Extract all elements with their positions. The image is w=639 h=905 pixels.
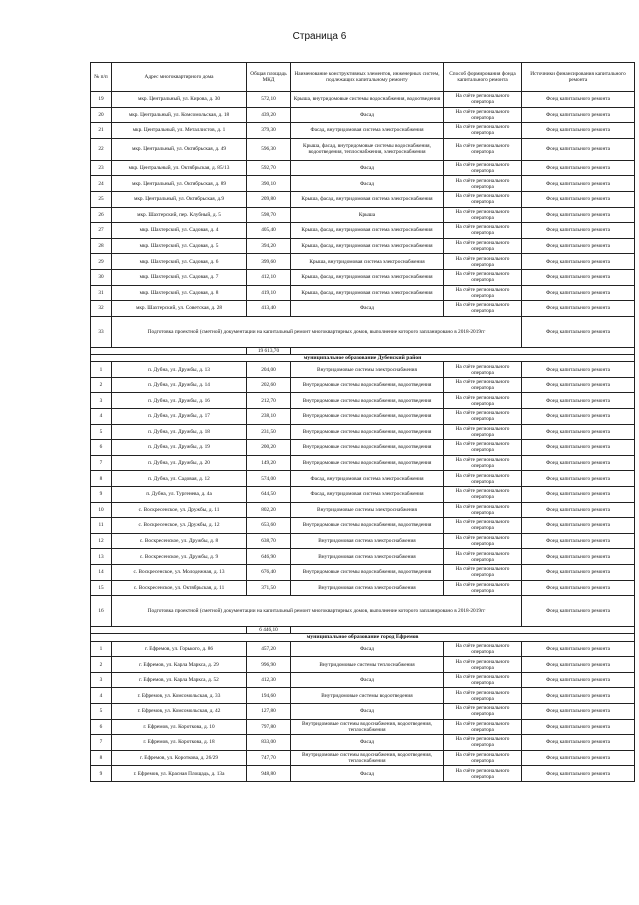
row-address: п. Дубна, ул. Дружбы, д. 20 [112, 455, 247, 471]
row-source: Фонд капитального ремонта [522, 138, 635, 160]
col-header-area: Общая площадь МКД [247, 63, 291, 92]
row-elements: Крыша, фасад, внутридомовая система электроснабжения [291, 238, 444, 254]
row-elements: Фасад [291, 301, 444, 317]
table-row [91, 123, 635, 139]
row-area: 202,60 [247, 377, 291, 393]
row-source: Фонд капитального ремонта [522, 486, 635, 502]
total-row [91, 627, 635, 634]
row-area: 212,70 [247, 393, 291, 409]
row-source: Фонд капитального ремонта [522, 223, 635, 239]
row-address: с. Воскресенское, ул. Дружбы, д. 11 [112, 502, 247, 518]
table-row [91, 238, 635, 254]
row-source: Фонд капитального ремонта [522, 688, 635, 704]
row-address: мкр. Шахтерский, ул. Садовая, д. 4 [112, 223, 247, 239]
row-area: 399,60 [247, 254, 291, 270]
row-method: На счёте регионального оператора [444, 160, 522, 176]
row-address: мкр. Шахтерский, ул. Садовая, д. 5 [112, 238, 247, 254]
design-docs-text: Подготовка проектной (сметной) документации на капитальный ремонт многоквартирных домов, выполнение которого запланировано в 2018-2019гг [112, 596, 522, 627]
row-source: Фонд капитального ремонта [522, 533, 635, 549]
row-method: На счёте регионального оператора [444, 688, 522, 704]
table-row [91, 191, 635, 207]
row-elements: Крыша, внутридомовая система электроснабжения [291, 254, 444, 270]
total-blank [91, 347, 247, 354]
row-elements: Фасад [291, 176, 444, 192]
row-area: 833,00 [247, 735, 291, 751]
row-method: На счёте регионального оператора [444, 580, 522, 596]
row-address: мкр. Шахтерский, ул. Садовая, д. 7 [112, 269, 247, 285]
row-number: 2 [91, 377, 112, 393]
row-area: 797,80 [247, 719, 291, 735]
row-elements: Внутридомовые системы водоснабжения, водоотведения, теплоснабжения [291, 750, 444, 766]
table-row [91, 160, 635, 176]
row-number: 8 [91, 750, 112, 766]
table-row [91, 223, 635, 239]
row-elements: Внутридомовые системы водоотведения [291, 688, 444, 704]
row-source: Фонд капитального ремонта [522, 471, 635, 487]
row-elements: Внутридомовая система электроснабжения [291, 533, 444, 549]
row-method: На счёте регионального оператора [444, 533, 522, 549]
repair-program-table [90, 62, 635, 782]
total-row [91, 347, 635, 354]
row-method: На счёте регионального оператора [444, 92, 522, 108]
row-address: с. Воскресенское, ул. Дружбы, д. 12 [112, 518, 247, 534]
row-method: На счёте регионального оператора [444, 471, 522, 487]
row-number: 7 [91, 735, 112, 751]
row-elements: Крыша, фасад, внутридомовая система электроснабжения [291, 269, 444, 285]
row-area: 194,60 [247, 688, 291, 704]
table-row [91, 176, 635, 192]
row-address: п. Дубна, ул. Дружбы, д. 16 [112, 393, 247, 409]
row-address: мкр. Центральный, ул. Металлистов, д. 1 [112, 123, 247, 139]
row-area: 419,10 [247, 285, 291, 301]
row-method: На счёте регионального оператора [444, 285, 522, 301]
row-area: 379,30 [247, 123, 291, 139]
row-elements: Внутридомовые системы электроснабжения [291, 502, 444, 518]
table-row [91, 362, 635, 378]
row-address: г. Ефремов, ул. Комсомольская, д. 33 [112, 688, 247, 704]
total-blank [91, 627, 247, 634]
row-area: 598,70 [247, 207, 291, 223]
row-source: Фонд капитального ремонта [522, 719, 635, 735]
row-elements: Фасад [291, 704, 444, 720]
row-area: 413,40 [247, 301, 291, 317]
row-address: г. Ефремов, ул. Карла Маркса, д. 29 [112, 657, 247, 673]
design-docs-row [91, 316, 635, 347]
row-method: На счёте регионального оператора [444, 254, 522, 270]
col-header-elements: Наименование конструктивных элементов, инженерных систем, подлежащих капитальному ремонту [291, 63, 444, 92]
row-elements: Крыша, фасад, внутридомовые системы водоснабжения, водоотведения, теплоснабжения, электроснабжения [291, 138, 444, 160]
row-elements: Внутридомовые системы водоснабжения, водоотведения, теплоснабжения [291, 719, 444, 735]
row-area: 412,30 [247, 672, 291, 688]
row-number: 13 [91, 549, 112, 565]
row-number: 2 [91, 657, 112, 673]
table-row [91, 440, 635, 456]
row-method: На счёте регионального оператора [444, 223, 522, 239]
row-area: 127,80 [247, 704, 291, 720]
row-number: 4 [91, 688, 112, 704]
row-number: 5 [91, 704, 112, 720]
row-area: 238,10 [247, 409, 291, 425]
row-area: 209,80 [247, 191, 291, 207]
row-number: 14 [91, 564, 112, 580]
row-source: Фонд капитального ремонта [522, 285, 635, 301]
row-address: г. Ефремов, ул. Короткова, д. 26/29 [112, 750, 247, 766]
table-header-row [91, 63, 635, 92]
row-address: мкр. Шахтерский, ул. Садовая, д. 8 [112, 285, 247, 301]
row-elements: Внутридомовые системы водоснабжения, водоотведения [291, 564, 444, 580]
row-elements: Фасад [291, 641, 444, 657]
row-source: Фонд капитального ремонта [522, 238, 635, 254]
row-number: 32 [91, 301, 112, 317]
row-elements: Внутридомовые системы водоснабжения, водоотведения [291, 518, 444, 534]
row-source: Фонд капитального ремонта [522, 502, 635, 518]
row-address: мкр. Центральный, ул. Кирова, д. 30 [112, 92, 247, 108]
table-row [91, 549, 635, 565]
row-method: На счёте регионального оператора [444, 138, 522, 160]
row-elements: Внутридомовая система электроснабжения [291, 580, 444, 596]
row-number: 10 [91, 502, 112, 518]
row-method: На счёте регионального оператора [444, 123, 522, 139]
table-row [91, 533, 635, 549]
row-number: 15 [91, 580, 112, 596]
row-method: На счёте регионального оператора [444, 238, 522, 254]
row-method: На счёте регионального оператора [444, 518, 522, 534]
table-row [91, 766, 635, 782]
row-address: мкр. Центральный, ул. Октябрьская, д. 85/13 [112, 160, 247, 176]
row-number: 3 [91, 393, 112, 409]
row-source: Фонд капитального ремонта [522, 92, 635, 108]
table-row [91, 657, 635, 673]
row-method: На счёте регионального оператора [444, 393, 522, 409]
row-address: г. Ефремов, ул. Карла Маркса, д. 52 [112, 672, 247, 688]
row-method: На счёте регионального оператора [444, 362, 522, 378]
row-source: Фонд капитального ремонта [522, 657, 635, 673]
row-area: 644,50 [247, 486, 291, 502]
row-number: 11 [91, 518, 112, 534]
row-number: 6 [91, 440, 112, 456]
row-source: Фонд капитального ремонта [522, 735, 635, 751]
row-source: Фонд капитального ремонта [522, 316, 635, 347]
table-row [91, 269, 635, 285]
row-method: На счёте регионального оператора [444, 502, 522, 518]
row-number: 12 [91, 533, 112, 549]
row-area: 996,90 [247, 657, 291, 673]
row-elements: Фасад [291, 160, 444, 176]
section-title: муниципальное образование Дубенский район [91, 354, 635, 362]
table-row [91, 409, 635, 425]
row-number: 7 [91, 455, 112, 471]
table-row [91, 704, 635, 720]
row-area: 596,30 [247, 138, 291, 160]
row-address: с. Воскресенское, ул. Октябрьская, д. 11 [112, 580, 247, 596]
table-row [91, 92, 635, 108]
row-number: 30 [91, 269, 112, 285]
row-elements: Внутридомовые системы водоснабжения, водоотведения [291, 409, 444, 425]
row-method: На счёте регионального оператора [444, 641, 522, 657]
row-source: Фонд капитального ремонта [522, 377, 635, 393]
table-row [91, 285, 635, 301]
row-address: п. Дубна, ул. Садовая, д. 12 [112, 471, 247, 487]
row-source: Фонд капитального ремонта [522, 564, 635, 580]
total-area: 19 613,70 [247, 347, 291, 354]
row-number: 19 [91, 92, 112, 108]
row-elements: Внутридомовые системы водоснабжения, водоотведения [291, 440, 444, 456]
row-source: Фонд капитального ремонта [522, 596, 635, 627]
row-area: 371,50 [247, 580, 291, 596]
row-area: 457,20 [247, 641, 291, 657]
row-number: 27 [91, 223, 112, 239]
design-docs-row [91, 596, 635, 627]
row-area: 439,20 [247, 107, 291, 123]
table-row [91, 672, 635, 688]
col-header-source: Источники финансирования капитального ремонта [522, 63, 635, 92]
row-number: 20 [91, 107, 112, 123]
row-address: с. Воскресенское, ул. Дружбы, д. 8 [112, 533, 247, 549]
row-address: мкр. Шахтерский, ул. Советская, д. 28 [112, 301, 247, 317]
row-source: Фонд капитального ремонта [522, 704, 635, 720]
row-number: 1 [91, 362, 112, 378]
table-row [91, 641, 635, 657]
row-method: На счёте регионального оператора [444, 750, 522, 766]
row-method: На счёте регионального оператора [444, 191, 522, 207]
row-number: 25 [91, 191, 112, 207]
row-source: Фонд капитального ремонта [522, 207, 635, 223]
table-row [91, 486, 635, 502]
row-area: 676,40 [247, 564, 291, 580]
table-row [91, 455, 635, 471]
row-address: мкр. Центральный, ул. Октябрьская, д. 89 [112, 176, 247, 192]
row-method: На счёте регионального оператора [444, 440, 522, 456]
row-area: 572,10 [247, 92, 291, 108]
row-method: На счёте регионального оператора [444, 176, 522, 192]
row-method: На счёте регионального оператора [444, 549, 522, 565]
row-address: мкр. Шахтерский, ул. Садовая, д. 6 [112, 254, 247, 270]
row-elements: Внутридомовые системы теплоснабжения [291, 657, 444, 673]
row-number: 4 [91, 409, 112, 425]
row-address: г. Ефремов, ул. Красная Площадь, д. 13а [112, 766, 247, 782]
row-method: На счёте регионального оператора [444, 377, 522, 393]
table-row [91, 502, 635, 518]
row-area: 231,50 [247, 424, 291, 440]
row-address: мкр. Шахтерский, пер. Клубный, д. 5 [112, 207, 247, 223]
row-source: Фонд капитального ремонта [522, 393, 635, 409]
row-area: 574,00 [247, 471, 291, 487]
row-area: 394,20 [247, 238, 291, 254]
row-area: 646,90 [247, 549, 291, 565]
table-row [91, 688, 635, 704]
section-title: муниципальное образование город Ефремов [91, 634, 635, 642]
row-elements: Фасад, внутридомовая система электроснабжения [291, 123, 444, 139]
row-method: На счёте регионального оператора [444, 672, 522, 688]
row-source: Фонд капитального ремонта [522, 641, 635, 657]
row-method: На счёте регионального оператора [444, 207, 522, 223]
row-elements: Фасад [291, 672, 444, 688]
row-source: Фонд капитального ремонта [522, 672, 635, 688]
row-source: Фонд капитального ремонта [522, 440, 635, 456]
row-number: 9 [91, 486, 112, 502]
table-body [91, 92, 635, 782]
row-number: 22 [91, 138, 112, 160]
row-elements: Внутридомовые системы водоснабжения, водоотведения [291, 393, 444, 409]
table-row [91, 518, 635, 534]
row-area: 802,20 [247, 502, 291, 518]
row-source: Фонд капитального ремонта [522, 750, 635, 766]
row-area: 653,60 [247, 518, 291, 534]
row-source: Фонд капитального ремонта [522, 176, 635, 192]
row-elements: Крыша, фасад, внутридомовая система электроснабжения [291, 285, 444, 301]
row-method: На счёте регионального оператора [444, 657, 522, 673]
row-source: Фонд капитального ремонта [522, 123, 635, 139]
row-method: На счёте регионального оператора [444, 107, 522, 123]
total-blank [291, 347, 635, 354]
row-elements: Крыша, внутридомовые системы водоснабжения, водоотведения [291, 92, 444, 108]
table-row [91, 301, 635, 317]
row-number: 21 [91, 123, 112, 139]
row-address: мкр. Центральный, ул. Октябрьская, д. 49 [112, 138, 247, 160]
row-source: Фонд капитального ремонта [522, 254, 635, 270]
row-number: 29 [91, 254, 112, 270]
row-number: 3 [91, 672, 112, 688]
row-address: п. Дубна, ул. Дружбы, д. 18 [112, 424, 247, 440]
design-docs-text: Подготовка проектной (сметной) документации на капитальный ремонт многоквартирных домов, выполнение которого запланировано в 2018-2019гг [112, 316, 522, 347]
total-blank [291, 627, 635, 634]
row-address: с. Воскресенское, ул. Молодежная, д. 13 [112, 564, 247, 580]
row-area: 592,70 [247, 160, 291, 176]
row-number: 24 [91, 176, 112, 192]
row-area: 747,70 [247, 750, 291, 766]
row-number: 31 [91, 285, 112, 301]
table-row [91, 424, 635, 440]
row-elements: Крыша, фасад, внутридомовая система электроснабжения [291, 191, 444, 207]
section-header-row [91, 354, 635, 362]
row-address: мкр. Центральный, ул. Октябрьская, д.9 [112, 191, 247, 207]
row-method: На счёте регионального оператора [444, 455, 522, 471]
row-number: 26 [91, 207, 112, 223]
col-header-method: Способ формирования фонда капитального ремонта [444, 63, 522, 92]
table-row [91, 207, 635, 223]
row-source: Фонд капитального ремонта [522, 409, 635, 425]
row-address: г. Ефремов, ул. Короткова, д. 10 [112, 719, 247, 735]
row-number: 1 [91, 641, 112, 657]
row-method: На счёте регионального оператора [444, 735, 522, 751]
row-address: г. Ефремов, ул. Комсомольская, д. 42 [112, 704, 247, 720]
row-address: п. Дубна, ул. Тургенева, д. 4а [112, 486, 247, 502]
table-row [91, 735, 635, 751]
row-number: 5 [91, 424, 112, 440]
table-row [91, 377, 635, 393]
row-method: На счёте регионального оператора [444, 424, 522, 440]
table-row [91, 471, 635, 487]
row-number: 8 [91, 471, 112, 487]
row-method: На счёте регионального оператора [444, 269, 522, 285]
row-method: На счёте регионального оператора [444, 564, 522, 580]
row-method: На счёте регионального оператора [444, 409, 522, 425]
row-number: 23 [91, 160, 112, 176]
table-row [91, 580, 635, 596]
row-number: 28 [91, 238, 112, 254]
row-area: 390,10 [247, 176, 291, 192]
table-row [91, 107, 635, 123]
row-elements: Фасад, внутридомовая система электроснабжения [291, 471, 444, 487]
table-row [91, 138, 635, 160]
row-number: 6 [91, 719, 112, 735]
row-method: На счёте регионального оператора [444, 766, 522, 782]
row-elements: Фасад [291, 735, 444, 751]
row-address: мкр. Центральный, ул. Комсомольская, д. 18 [112, 107, 247, 123]
row-source: Фонд капитального ремонта [522, 766, 635, 782]
row-elements: Внутридомовые системы водоснабжения, водоотведения [291, 424, 444, 440]
row-area: 200,20 [247, 440, 291, 456]
row-address: с. Воскресенское, ул. Дружбы, д. 9 [112, 549, 247, 565]
row-elements: Внутридомовые системы водоснабжения, водоотведения [291, 377, 444, 393]
row-address: п. Дубна, ул. Дружбы, д. 14 [112, 377, 247, 393]
row-elements: Фасад, внутридомовая система электроснабжения [291, 486, 444, 502]
row-area: 204,00 [247, 362, 291, 378]
row-method: На счёте регионального оператора [444, 486, 522, 502]
row-area: 149,20 [247, 455, 291, 471]
row-elements: Крыша, фасад, внутридомовая система электроснабжения [291, 223, 444, 239]
row-source: Фонд капитального ремонта [522, 518, 635, 534]
row-source: Фонд капитального ремонта [522, 301, 635, 317]
section-header-row [91, 634, 635, 642]
row-method: На счёте регионального оператора [444, 719, 522, 735]
row-source: Фонд капитального ремонта [522, 160, 635, 176]
row-elements: Фасад [291, 107, 444, 123]
col-header-num: № п/п [91, 63, 112, 92]
row-address: г. Ефремов, ул. Короткова, д. 18 [112, 735, 247, 751]
row-address: п. Дубна, ул. Дружбы, д. 17 [112, 409, 247, 425]
row-elements: Фасад [291, 766, 444, 782]
col-header-address: Адрес многоквартирного дома [112, 63, 247, 92]
row-area: 638,70 [247, 533, 291, 549]
table-row [91, 719, 635, 735]
row-area: 405,40 [247, 223, 291, 239]
row-number: 9 [91, 766, 112, 782]
row-method: На счёте регионального оператора [444, 301, 522, 317]
row-area: 412,10 [247, 269, 291, 285]
page-title: Страница 6 [292, 31, 347, 42]
table-row [91, 564, 635, 580]
row-elements: Крыша [291, 207, 444, 223]
table-row [91, 254, 635, 270]
row-number: 33 [91, 316, 112, 347]
row-source: Фонд капитального ремонта [522, 455, 635, 471]
row-elements: Внутридомовая система электроснабжения [291, 549, 444, 565]
table-row [91, 393, 635, 409]
row-elements: Внутридомовые системы водоснабжения, водоотведения [291, 455, 444, 471]
row-source: Фонд капитального ремонта [522, 424, 635, 440]
row-area: 948,80 [247, 766, 291, 782]
row-address: п. Дубна, ул. Дружбы, д. 13 [112, 362, 247, 378]
row-source: Фонд капитального ремонта [522, 549, 635, 565]
row-source: Фонд капитального ремонта [522, 107, 635, 123]
row-source: Фонд капитального ремонта [522, 580, 635, 596]
row-address: г. Ефремов, ул. Горького, д. 86 [112, 641, 247, 657]
row-elements: Внутридомовые системы электроснабжения [291, 362, 444, 378]
row-method: На счёте регионального оператора [444, 704, 522, 720]
row-number: 16 [91, 596, 112, 627]
row-source: Фонд капитального ремонта [522, 191, 635, 207]
total-area: 6 446,10 [247, 627, 291, 634]
row-source: Фонд капитального ремонта [522, 362, 635, 378]
row-source: Фонд капитального ремонта [522, 269, 635, 285]
row-address: п. Дубна, ул. Дружбы, д. 19 [112, 440, 247, 456]
table-row [91, 750, 635, 766]
